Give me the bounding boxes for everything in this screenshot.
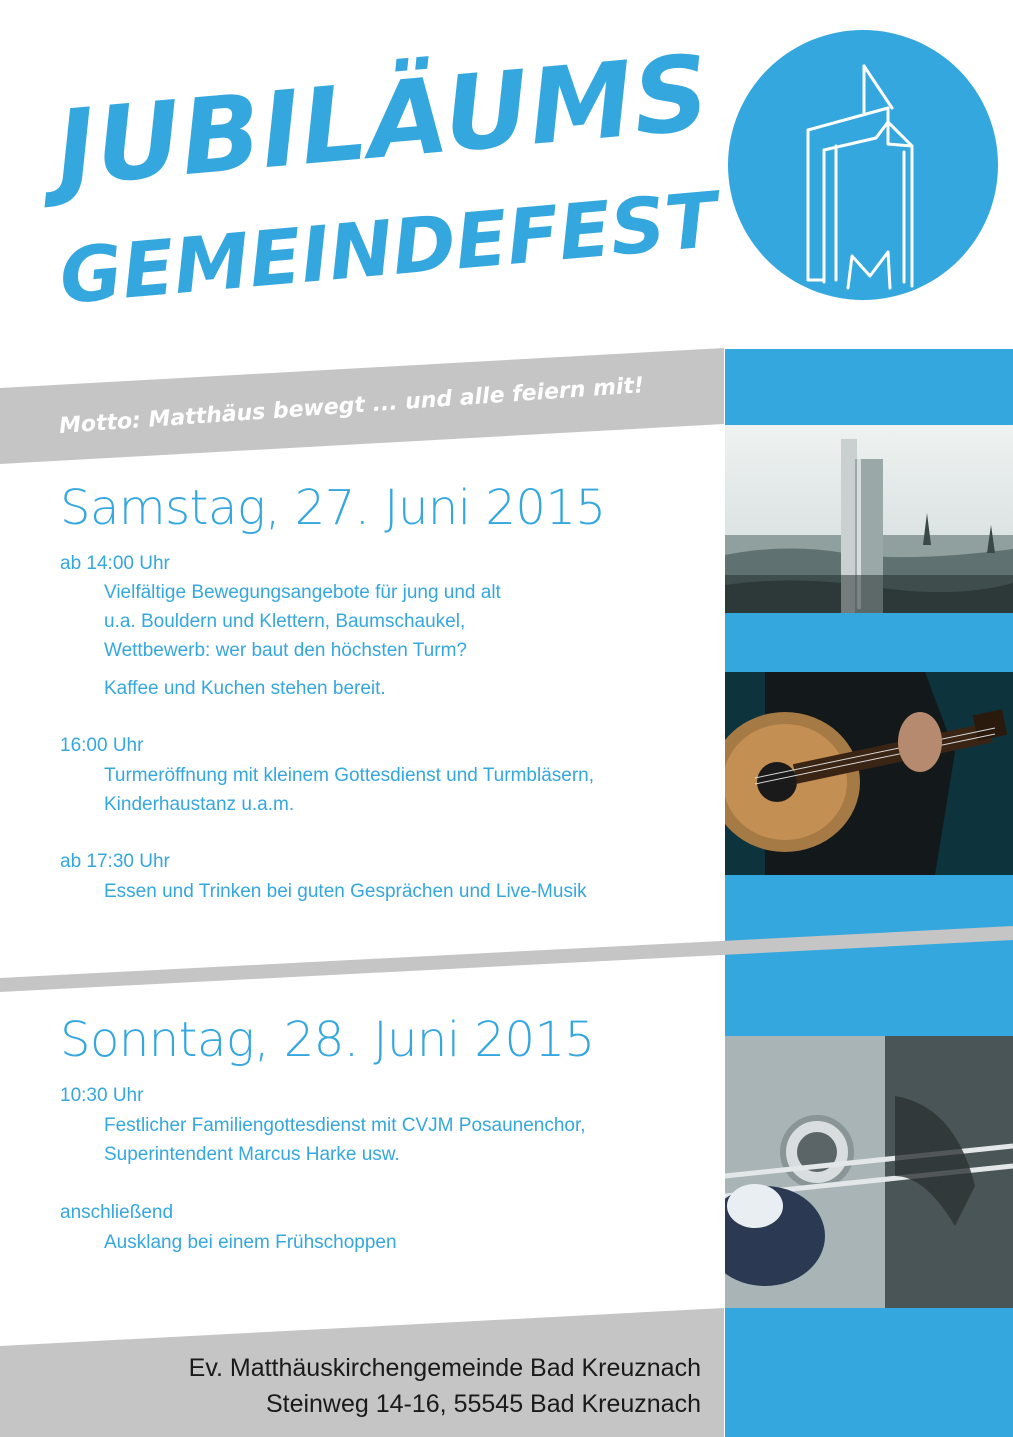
event-description-line: Festlicher Familiengottesdienst mit CVJM Posaunenchor, — [104, 1115, 586, 1136]
event-description-line: u.a. Bouldern und Klettern, Baumschaukel, — [104, 611, 466, 632]
sunday-heading: Sonntag, 28. Juni 2015 — [60, 1012, 595, 1068]
saturday-heading: Samstag, 27. Juni 2015 — [60, 480, 606, 536]
event-description-line: Essen und Trinken bei guten Gesprächen und Live-Musik — [104, 881, 587, 902]
event-time: ab 14:00 Uhr — [60, 553, 170, 574]
title-line-2: GEMEINDEFEST — [56, 174, 721, 321]
event-description-line: Turmeröffnung mit kleinem Gottesdienst und Turmbläsern, — [104, 765, 595, 786]
event-description-line: Superintendent Marcus Harke usw. — [104, 1144, 400, 1165]
event-time: anschließend — [60, 1202, 174, 1223]
event-description-line: Ausklang bei einem Frühschoppen — [104, 1232, 397, 1253]
footer-address: Steinweg 14-16, 55545 Bad Kreuznach — [265, 1390, 701, 1418]
title-line-1: JUBILÄUMS — [51, 31, 715, 210]
event-description-line: Kaffee und Kuchen stehen bereit. — [104, 678, 386, 699]
motto-text: Motto: Matthäus bewegt ... und alle feiern mit! — [58, 373, 645, 439]
event-description-line: Wettbewerb: wer baut den höchsten Turm? — [104, 640, 467, 661]
event-time: 16:00 Uhr — [60, 735, 144, 756]
footer-organization: Ev. Matthäuskirchengemeinde Bad Kreuznach — [188, 1354, 701, 1382]
event-description-line: Vielfältige Bewegungsangebote für jung und alt — [104, 582, 501, 603]
event-time: 10:30 Uhr — [60, 1085, 144, 1106]
event-description-line: Kinderhaustanz u.a.m. — [104, 794, 295, 815]
event-time: ab 17:30 Uhr — [60, 851, 170, 872]
